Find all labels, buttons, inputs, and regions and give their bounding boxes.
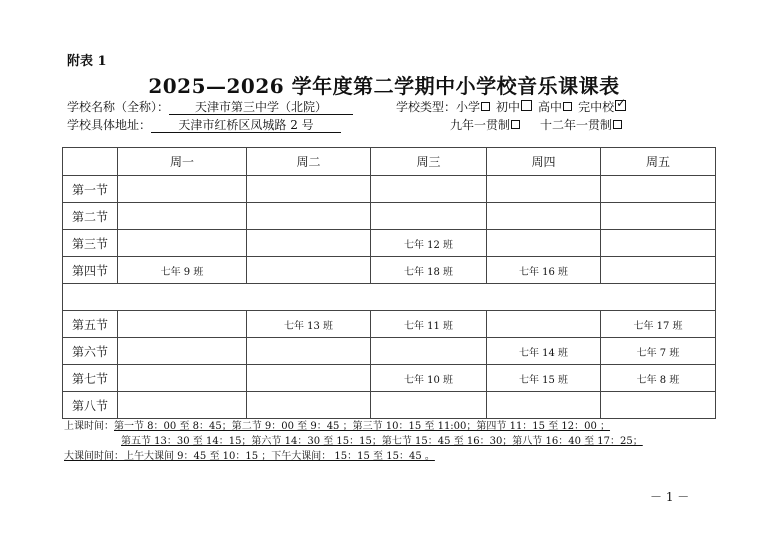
schedule-cell — [118, 176, 247, 203]
period-label: 第一节 — [63, 176, 118, 203]
schedule-cell: 七年 13 班 — [247, 311, 371, 338]
schedule-cell — [118, 203, 247, 230]
schedule-cell: 七年 18 班 — [371, 257, 487, 284]
break-time-label: 大课间时间： — [64, 451, 124, 462]
schedule-cell — [247, 365, 371, 392]
schedule-cell — [487, 176, 601, 203]
header-day: 周二 — [247, 148, 371, 176]
period-label: 第八节 — [63, 392, 118, 419]
schedule-cell — [487, 392, 601, 419]
schedule-cell — [118, 230, 247, 257]
page-number: － 1 － — [650, 490, 690, 504]
schedule-cell — [371, 176, 487, 203]
attachment-label: 附表 1 — [67, 54, 107, 69]
schedule-cell — [247, 338, 371, 365]
break-row — [63, 284, 716, 311]
schedule-cell: 七年 17 班 — [601, 311, 716, 338]
schedule-cell — [601, 392, 716, 419]
extra-option-nine: 九年一贯制 — [450, 118, 511, 132]
table-row — [63, 365, 716, 392]
school-name-label: 学校名称（全称）： — [67, 100, 170, 114]
table-row — [63, 311, 716, 338]
period-label: 第四节 — [63, 257, 118, 284]
schedule-cell — [487, 311, 601, 338]
period-label: 第五节 — [63, 311, 118, 338]
break-time-line — [64, 447, 435, 462]
schedule-cell — [371, 338, 487, 365]
header-day: 周一 — [118, 148, 247, 176]
type-option-junior: 初中 — [496, 100, 521, 114]
extra-option-twelve: 十二年一贯制 — [540, 118, 613, 132]
school-type-label: 学校类型： — [396, 100, 457, 114]
period-label: 第三节 — [63, 230, 118, 257]
school-name-value: 天津市第三中学（北院） — [169, 100, 353, 115]
type-option-senior: 高中 — [538, 100, 563, 114]
table-row — [63, 203, 716, 230]
schedule-cell — [118, 392, 247, 419]
school-address-line — [67, 116, 341, 133]
break-time-text: 上午大课间 9：45 至 10：15 ；下午大课间： 15：15 至 15：45 。 — [124, 451, 435, 462]
checkbox-nine-year[interactable] — [511, 120, 520, 129]
schedule-cell — [371, 203, 487, 230]
table-row — [63, 230, 716, 257]
schedule-cell — [247, 203, 371, 230]
schedule-cell — [118, 365, 247, 392]
schedule-cell — [118, 338, 247, 365]
schedule-cell — [601, 203, 716, 230]
type-option-complete: 完中校 — [578, 100, 615, 114]
checkbox-complete[interactable] — [615, 100, 626, 111]
schedule-cell: 七年 10 班 — [371, 365, 487, 392]
period-label: 第二节 — [63, 203, 118, 230]
schedule-cell: 七年 8 班 — [601, 365, 716, 392]
class-time-text-2: 第五节 13：30 至 14：15；第六节 14：30 至 15：15；第七节 15：45 至 16：30；第八节 16：40 至 17：25； — [121, 436, 643, 447]
schedule-cell: 七年 14 班 — [487, 338, 601, 365]
school-type-line — [396, 98, 632, 115]
school-address-label: 学校具体地址： — [67, 118, 152, 132]
school-extra-line — [450, 116, 628, 133]
schedule-cell — [487, 203, 601, 230]
table-row — [63, 392, 716, 419]
school-name-line — [67, 98, 353, 115]
header-day: 周四 — [487, 148, 601, 176]
table-row — [63, 338, 716, 365]
schedule-cell: 七年 15 班 — [487, 365, 601, 392]
period-label: 第七节 — [63, 365, 118, 392]
table-row — [63, 257, 716, 284]
break-row-cell — [63, 284, 716, 311]
schedule-cell — [371, 392, 487, 419]
schedule-cell — [247, 257, 371, 284]
schedule-cell — [601, 176, 716, 203]
class-time-line-2 — [121, 432, 643, 447]
schedule-cell — [247, 230, 371, 257]
school-address-value: 天津市红桥区凤城路 2 号 — [151, 118, 341, 133]
header-day: 周三 — [371, 148, 487, 176]
schedule-cell: 七年 9 班 — [118, 257, 247, 284]
schedule-cell — [487, 230, 601, 257]
schedule-cell — [601, 257, 716, 284]
class-time-line-1 — [64, 417, 610, 432]
schedule-cell: 七年 7 班 — [601, 338, 716, 365]
music-schedule-table — [62, 147, 716, 419]
checkbox-junior[interactable] — [521, 100, 532, 111]
schedule-cell — [247, 176, 371, 203]
schedule-cell — [247, 392, 371, 419]
document-title: 2025—2026 学年度第二学期中小学校音乐课课表 — [148, 74, 620, 98]
schedule-cell — [118, 311, 247, 338]
schedule-cell: 七年 11 班 — [371, 311, 487, 338]
class-time-text-1: 第一节 8：00 至 8：45；第二节 9：00 至 9：45 ；第三节 10：15 至 11:00；第四节 11：15 至 12：00 ； — [114, 421, 611, 432]
type-option-primary: 小学 — [456, 100, 481, 114]
checkbox-twelve-year[interactable] — [613, 120, 622, 129]
period-label: 第六节 — [63, 338, 118, 365]
checkbox-senior[interactable] — [563, 102, 572, 111]
schedule-cell — [601, 230, 716, 257]
checkbox-primary[interactable] — [481, 102, 490, 111]
table-row — [63, 176, 716, 203]
class-time-label: 上课时间： — [64, 421, 114, 432]
schedule-cell: 七年 12 班 — [371, 230, 487, 257]
schedule-cell: 七年 16 班 — [487, 257, 601, 284]
header-row — [63, 148, 716, 176]
header-day: 周五 — [601, 148, 716, 176]
header-corner — [63, 148, 118, 176]
